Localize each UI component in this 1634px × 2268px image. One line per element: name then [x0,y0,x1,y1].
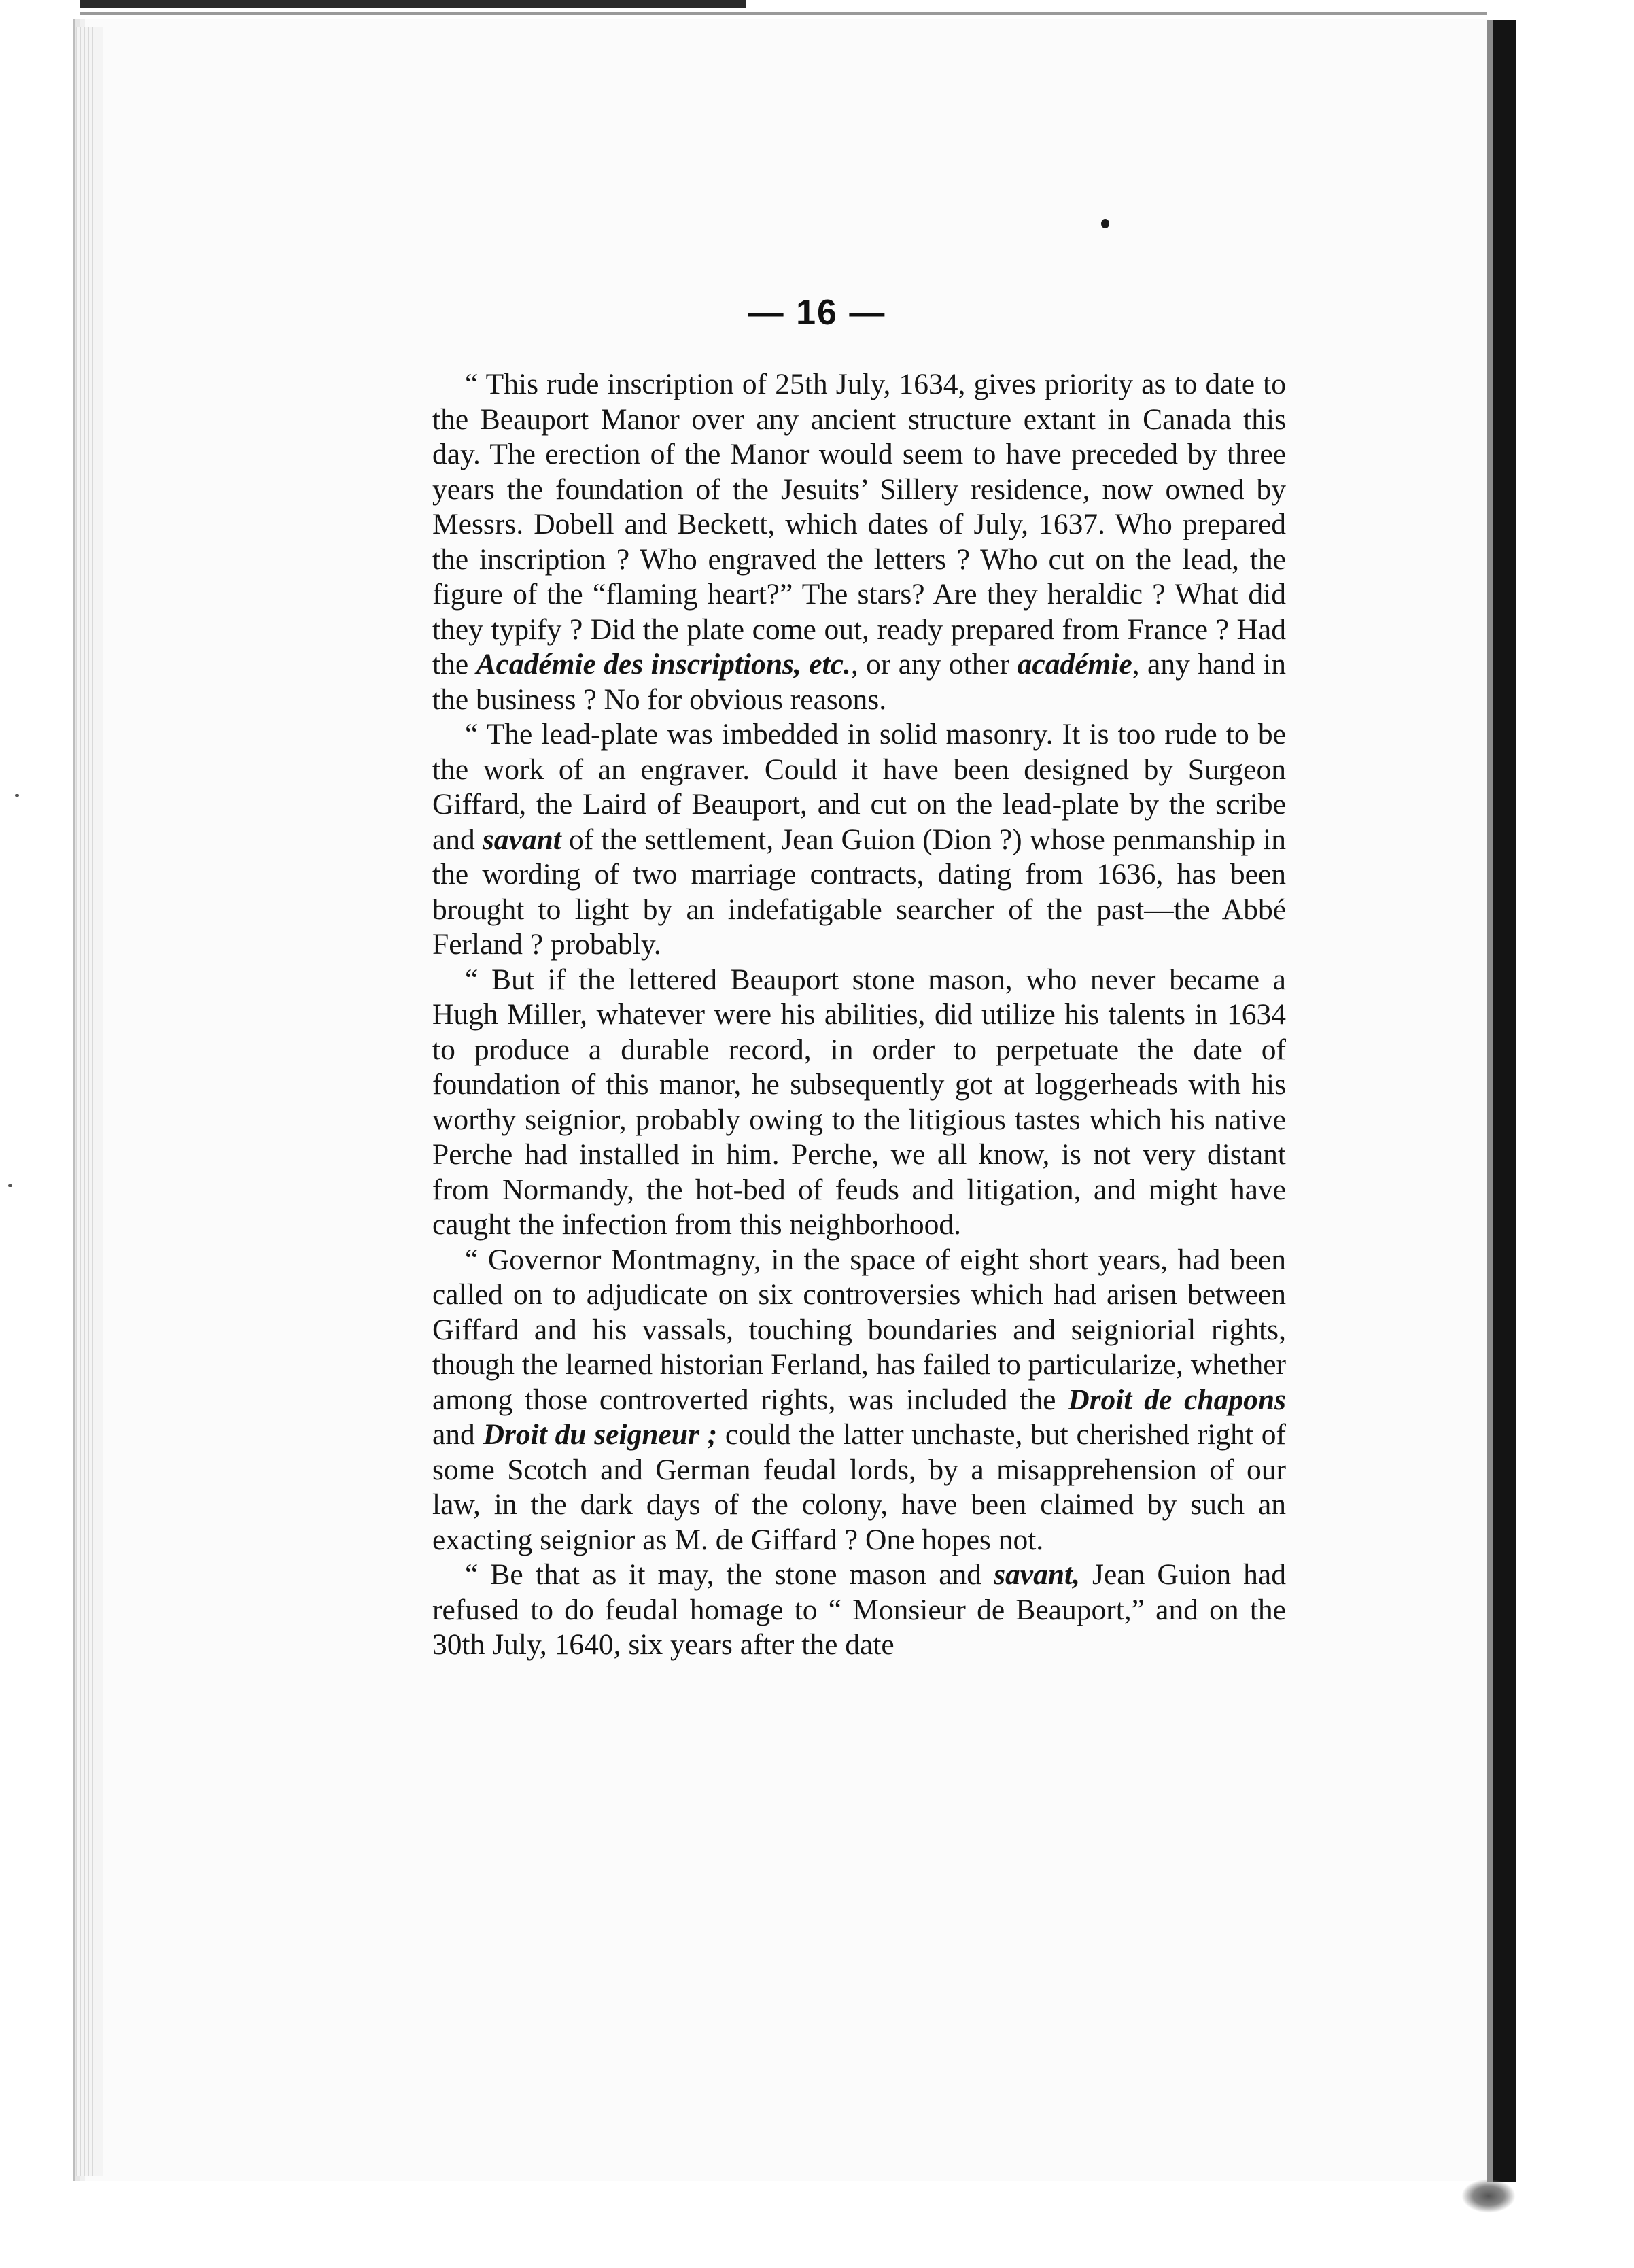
text-run: “ Governor Montmagny, in the space of eight short years, had been called on to adjudicate on six controversies which had arisen between Giffard and his vassals, touching boundaries and seigniorial rights, though the learned historian Ferland, has failed to particularize, whether among those controverted rights, was included the [432,1243,1286,1416]
text-run: could the latter unchaste, but cherished right of some Scotch and German feudal lords, by a misapprehension of our law, in the dark days of the colony, have been claimed by such an exacting seignior as M. de Giffard ? One hopes not. [432,1418,1287,1556]
page-number: — 16 — [748,293,886,332]
book-spine [1493,20,1516,2182]
page-edge-stack [76,27,103,2176]
paragraph [432,1243,1286,1558]
paragraph [432,1558,1286,1663]
text-run: , any hand in the business ? No for obvious reasons. [432,648,1286,716]
text-run: “ Be that as it may, the stone mason and [465,1558,994,1591]
torn-corner [1461,2179,1516,2213]
paragraph [432,367,1286,717]
scan-top-bar [80,0,746,8]
italic-text-run: Droit de chapons [1068,1383,1286,1416]
italic-text-run: académie [1017,648,1132,681]
text-run: “ This rude inscription of 25th July, 1634, gives priority as to date to the Beauport Manor over any ancient structure extant in Canada this day. The erection of the Manor would seem to have preceded by three years the foundation of the Jesuits’ Sillery residence, now owned by Messrs. Dobell and Beckett, which dates of July, 1637. Who prepared the inscription ? Who engraved the letters ? Who cut on the lead, the figure of the “flaming heart?” The stars? Are they heraldic ? What did they typify ? Did the plate come out, ready prepared from France ? Had the [432,368,1286,681]
text-run: and [432,1418,483,1451]
paragraph [432,963,1286,1243]
body-text [432,367,1286,1663]
italic-text-run: Droit du seigneur ; [483,1418,718,1451]
italic-text-run: Académie des inscriptions, etc. [476,648,851,681]
text-run: Jean Guion had refused to do feudal homage to “ Monsieur de Beauport,” and on the 30th July, 1640, six years after the date [432,1558,1286,1661]
margin-speck [8,1184,12,1187]
text-run: “ The lead-plate was imbedded in solid masonry. It is too rude to be the work of an engraver. Could it have been designed by Surgeon Giffard, the Laird of Beauport, and cut on the lead-plate by the scribe and [432,718,1286,856]
ink-dot [1101,219,1109,228]
paragraph [432,717,1286,963]
italic-text-run: savant [482,823,561,856]
text-run: of the settlement, Jean Guion (Dion ?) whose penmanship in the wording of two marriage contracts, dating from 1636, has been brought to light by an indefatigable searcher of the past—the Abbé Ferland ? probably. [432,823,1287,961]
margin-speck [15,794,19,797]
text-run: , or any other [850,648,1018,681]
text-run: “ But if the lettered Beauport stone mason, who never became a Hugh Miller, whatever were his abilities, did utilize his talents in 1634 to produce a durable record, in order to perpetuate the date of foundation of this manor, he subsequently got at loggerheads with his worthy seignior, probably owing to the litigious tastes which his native Perche had installed in him. Perche, we all know, is not very distant from Normandy, the hot-bed of feuds and litigation, and might have caught the infection from this neighborhood. [432,963,1286,1241]
italic-text-run: savant, [994,1558,1080,1591]
scan-top-rule [80,12,1487,15]
spine-shadow [1487,20,1493,2182]
